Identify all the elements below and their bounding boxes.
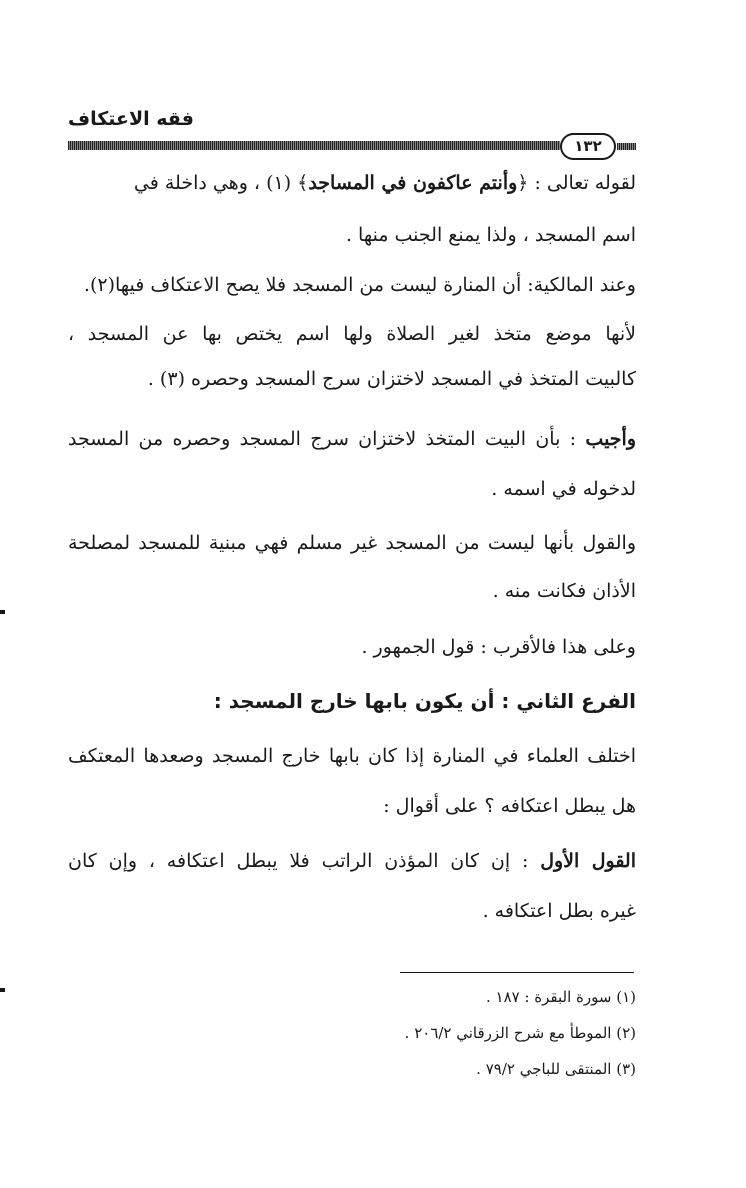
text-segment: ﴾ (١) ، وهي داخلة في: [133, 172, 309, 194]
scan-edge-mark: [0, 988, 5, 992]
body-line: اختلف العلماء في المنارة إذا كان بابها خارج المسجد وصعدها المعتكف: [68, 745, 636, 767]
header-rule-end: [617, 143, 636, 150]
body-line: غيره بطل اعتكافه .: [482, 900, 636, 922]
footnote: (٢) الموطأ مع شرح الزرقاني ٢٠٦/٢ .: [404, 1024, 636, 1042]
body-line: وعلى هذا فالأقرب : قول الجمهور .: [361, 636, 636, 658]
body-line: الأذان فكانت منه .: [492, 580, 636, 602]
footnote-separator: [400, 972, 634, 973]
quran-verse: وأنتم عاكفون في المساجد: [308, 172, 518, 194]
body-line: اسم المسجد ، ولذا يمنع الجنب منها .: [345, 224, 636, 246]
body-line: لدخوله في اسمه .: [491, 478, 636, 500]
section-heading: الفرع الثاني : أن يكون بابها خارج المسجد :: [213, 689, 636, 713]
body-line: [68, 428, 636, 450]
page-number: ١٣٢: [560, 133, 616, 160]
answer-label: وأجيب: [585, 428, 636, 450]
footnote: (١) سورة البقرة : ١٨٧ .: [485, 988, 636, 1006]
opinion-label: القول الأول: [540, 850, 636, 872]
body-line: وعند المالكية: أن المنارة ليست من المسجد فلا يصح الاعتكاف فيها(٢).: [83, 274, 636, 296]
header-rule: [68, 141, 560, 150]
body-line: كالبيت المتخذ في المسجد لاختزان سرج المسجد وحصره (٣) .: [147, 368, 636, 390]
footnote: (٣) المنتقى للباجي ٧٩/٢ .: [476, 1060, 636, 1078]
body-line: [68, 850, 636, 872]
body-line: [68, 172, 636, 194]
text-segment: لقوله تعالى : ﴿: [517, 172, 636, 194]
scan-edge-mark: [0, 610, 5, 614]
running-header-title: فقه الاعتكاف: [68, 108, 194, 130]
text-segment: : بأن البيت المتخذ لاختزان سرج المسجد وحصره من المسجد: [68, 428, 586, 450]
body-line: والقول بأنها ليست من المسجد غير مسلم فهي مبنية للمسجد لمصلحة: [68, 532, 636, 554]
text-segment: : إن كان المؤذن الراتب فلا يبطل اعتكافه ، وإن كان: [68, 850, 541, 872]
body-line: هل يبطل اعتكافه ؟ على أقوال :: [383, 795, 636, 817]
body-line: لأنها موضع متخذ لغير الصلاة ولها اسم يختص بها عن المسجد ،: [68, 323, 636, 345]
